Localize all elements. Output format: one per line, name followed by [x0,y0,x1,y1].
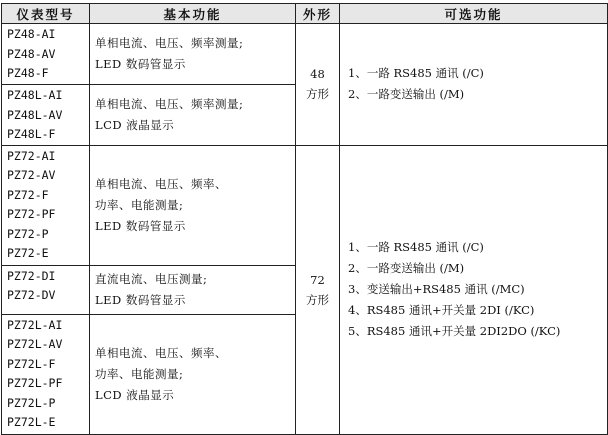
option-line: 2、一路变送输出 (/M) [348,261,465,275]
function-cell [90,314,296,434]
function-line: 直流电流、电压测量; [95,271,208,286]
header-shape: 外形 [296,4,340,24]
model-name: PZ72-F [7,187,49,202]
header-row [2,4,608,24]
model-name: PZ72-AI [7,148,56,163]
function-cell [90,24,296,85]
model-name: PZ72L-E [7,415,56,429]
model-list [2,265,90,314]
function-cell [90,85,296,146]
model-name: PZ48-AI [7,27,56,41]
model-list [2,24,90,85]
model-name: PZ72L-AV [7,337,63,351]
function-line: LCD 液晶显示 [95,387,175,402]
spec-table [1,3,608,435]
option-line: 5、RS485 通讯+开关量 2DI2DO (/KC) [348,324,561,338]
function-line: LED 数码管显示 [95,218,186,233]
model-name: PZ72-DV [7,288,56,302]
function-line: 单相电流、电压、频率测量; [95,36,244,50]
header-function: 基本功能 [90,4,296,24]
function-line: LED 数码管显示 [95,57,186,71]
options-cell [340,145,608,434]
header-model: 仪表型号 [2,4,90,24]
model-name: PZ72-DI [7,268,56,283]
table-row [2,24,608,85]
shape-size: 48 [310,67,325,82]
option-line: 3、变送输出+RS485 通讯 (/MC) [348,282,525,296]
function-cell [90,145,296,265]
shape-size: 72 [310,272,325,287]
option-line: 4、RS485 通讯+开关量 2DI (/KC) [348,303,535,317]
model-name: PZ48-F [7,66,49,80]
option-line: 1、一路 RS485 通讯 (/C) [348,240,484,254]
shape-cell [296,145,340,434]
model-name: PZ72L-P [7,395,56,410]
option-line: 2、一路变送输出 (/M) [348,87,465,102]
function-line: 单相电流、电压、频率、 [95,176,227,191]
model-name: PZ48L-F [7,127,56,141]
model-name: PZ72L-PF [7,376,63,390]
table-row [2,145,608,265]
model-name: PZ48L-AV [7,107,63,122]
function-line: 功率、电能测量; [95,366,184,381]
shape-type: 方形 [306,292,329,307]
function-line: 单相电流、电压、频率测量; [95,96,244,111]
function-line: 单相电流、电压、频率、 [95,345,227,360]
shape-type: 方形 [306,87,329,102]
option-line: 1、一路 RS485 通讯 (/C) [348,66,484,81]
model-list [2,85,90,146]
header-options: 可选功能 [340,4,608,24]
shape-cell [296,24,340,146]
model-list [2,314,90,434]
model-name: PZ48-AV [7,46,56,61]
model-name: PZ72L-AI [7,317,63,332]
model-name: PZ48L-AI [7,88,63,102]
function-line: 功率、电能测量; [95,197,184,212]
model-name: PZ72L-F [7,356,56,371]
model-list [2,145,90,265]
options-cell [340,24,608,146]
function-cell [90,265,296,314]
model-name: PZ72-PF [7,207,56,221]
model-name: PZ72-AV [7,168,56,182]
model-name: PZ72-P [7,226,49,241]
function-line: LCD 液晶显示 [95,117,175,132]
model-name: PZ72-E [7,246,49,260]
function-line: LED 数码管显示 [95,292,186,307]
